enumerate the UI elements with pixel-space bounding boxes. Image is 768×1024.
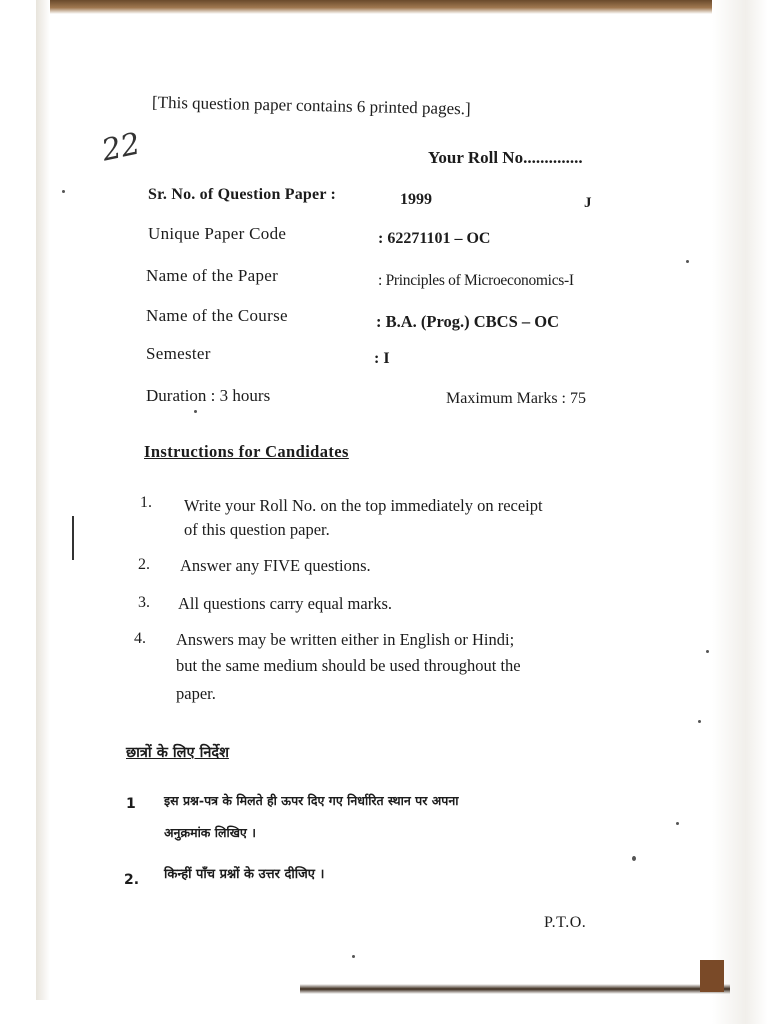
duration: Duration : 3 hours: [146, 386, 271, 405]
scan-speck: [632, 856, 636, 861]
paper-code-value: : 62271101 – OC: [378, 230, 491, 247]
instruction-line: Write your Roll No. on the top immediately on receipt: [184, 496, 543, 515]
instruction-number: 4.: [134, 630, 146, 647]
hindi-instruction-line: इस प्रश्न-पत्र के मिलते ही ऊपर दिए गए निर्धारित स्थान पर अपना: [164, 793, 459, 808]
hindi-instruction-number: 1: [126, 796, 136, 812]
hindi-instruction-line: अनुक्रमांक लिखिए ।: [164, 825, 256, 840]
pages-note: [This question paper contains 6 printed pages.]: [151, 92, 471, 119]
paper-name-label: Name of the Paper: [146, 266, 279, 285]
serial-number-value: 1999: [400, 191, 432, 208]
semester-label: Semester: [146, 344, 211, 363]
serial-number-label: Sr. No. of Question Paper :: [148, 186, 337, 203]
instruction-number: 1.: [140, 494, 152, 511]
course-name-value: : B.A. (Prog.) CBCS – OC: [376, 312, 560, 331]
set-code: J: [584, 195, 592, 211]
scan-speck: [686, 260, 689, 263]
scan-speck: [698, 720, 701, 723]
roll-number-field: Your Roll No..............: [428, 148, 583, 167]
semester-value: : I: [374, 350, 390, 367]
instruction-line: but the same medium should be used throughout the: [176, 656, 521, 675]
course-name-label: Name of the Course: [146, 306, 288, 325]
scan-mark: [72, 516, 74, 560]
paper-code-label: Unique Paper Code: [148, 224, 287, 243]
instruction-line: of this question paper.: [184, 520, 330, 539]
hindi-instruction-number: 2.: [124, 872, 140, 888]
handwritten-number: 22: [98, 126, 144, 169]
scan-speck: [194, 410, 197, 413]
instruction-line: Answer any FIVE questions.: [180, 556, 371, 575]
paper-bottom-edge: [300, 984, 730, 994]
scan-speck: [62, 190, 65, 193]
pto-footer: P.T.O.: [544, 914, 587, 931]
scan-speck: [352, 955, 355, 958]
paper-corner-shadow: [700, 960, 724, 992]
scan-speck: [706, 650, 709, 653]
scan-speck: [676, 822, 679, 825]
paper-left-edge: [36, 0, 50, 1000]
instruction-line: Answers may be written either in English or Hindi;: [176, 630, 515, 649]
instruction-line: All questions carry equal marks.: [178, 594, 392, 613]
paper-right-edge: [712, 0, 768, 1024]
paper-top-edge: [40, 0, 730, 14]
maximum-marks: Maximum Marks : 75: [446, 390, 586, 407]
instructions-heading: Instructions for Candidates: [144, 442, 349, 461]
instruction-line: paper.: [176, 684, 216, 703]
instruction-number: 3.: [138, 594, 150, 611]
hindi-instruction-line: किन्हीं पाँच प्रश्नों के उत्तर दीजिए ।: [164, 867, 325, 882]
hindi-instructions-heading: छात्रों के लिए निर्देश: [126, 745, 229, 761]
instruction-number: 2.: [138, 556, 150, 573]
paper-name-value: : Principles of Microeconomics-I: [378, 272, 574, 289]
